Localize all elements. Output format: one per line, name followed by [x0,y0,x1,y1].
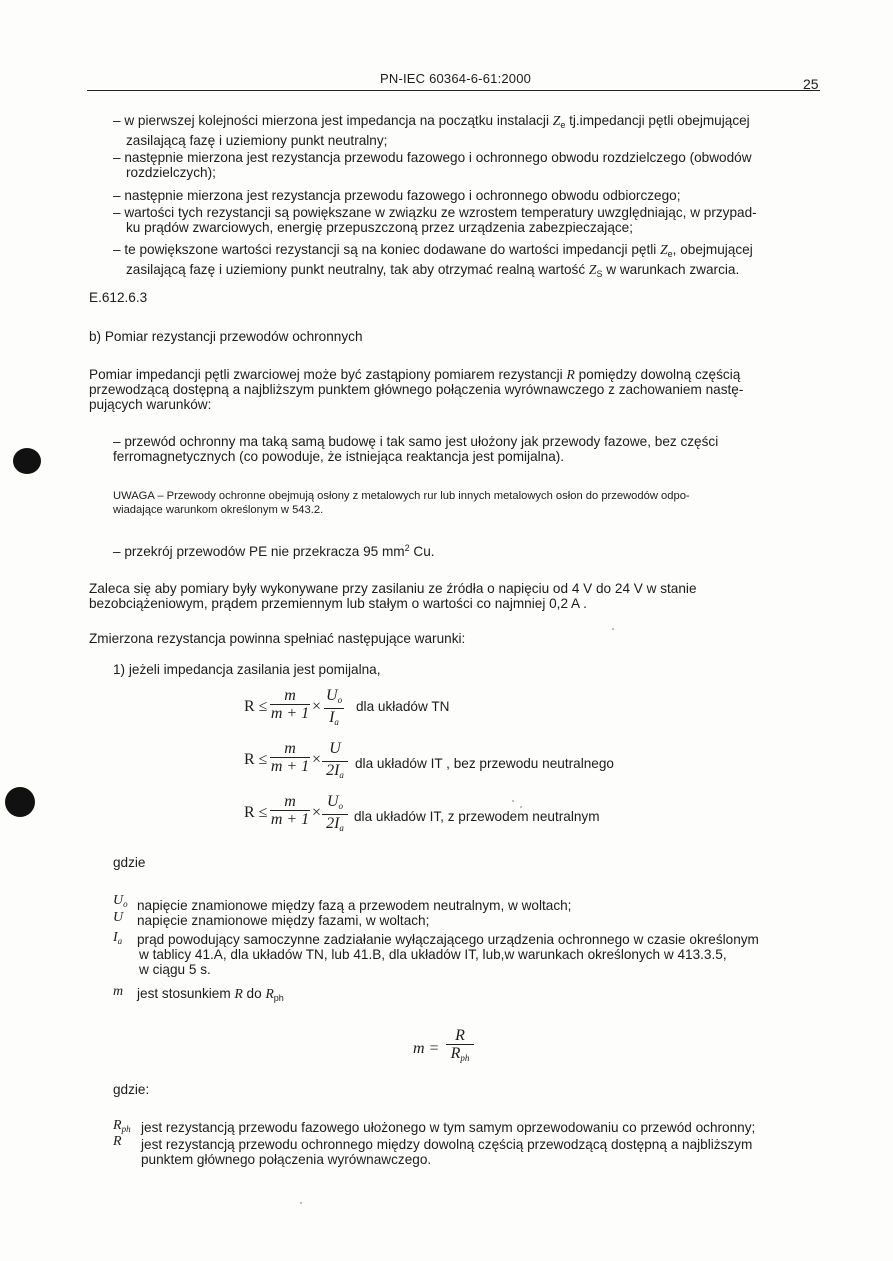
def-symbol-m: m [113,984,124,999]
formula-it-no-neutral: R ≤ $\frac{m}{m + 1}$ × $\frac{U}{2I_a}$ dla układów IT , bez przewodu neutralnego [244,740,614,780]
punch-hole-top [13,448,41,474]
paragraph-loop-impedance: Pomiar impedancji pętli zwarciowej może być zastąpiony pomiarem rezystancji R pomiędzy dowolną częścią przewodzącą dostępną a najbliższym punktem głównego połączenia wyrównawczego z zachowaniem nastę- pujących warunków: [89,367,744,412]
def-symbol-u: U [113,910,124,925]
scan-speck [520,806,522,808]
punch-hole-bottom [5,787,35,817]
condition-pe-cross-section: – przekrój przewodów PE nie przekracza 95 $mm^2$ Cu. [113,543,435,559]
paragraph-conditions-intro: Zmierzona rezystancja powinna spełniać następujące warunki: [89,631,466,646]
item-negligible-impedance: 1) jeżeli impedancja zasilania jest pomijalna, [113,662,381,677]
def-symbol-r: R [113,1134,122,1149]
scan-speck [300,1202,302,1204]
header-divider [87,90,820,91]
def-text-r: jest rezystancją przewodu ochronnego między dowolną częścią przewodzącą dostępną a najbliższym punktem głównego połączenia wyrównawczego. [141,1137,753,1167]
scan-speck [612,628,614,630]
intro-bullet-2: – następnie mierzona jest rezystancja przewodu fazowego i ochronnego obwodu rozdzielczego (obwodów rozdzielczych); [113,150,752,180]
intro-bullet-3: – następnie mierzona jest rezystancja przewodu fazowego i ochronnego obwodu odbiorczego; [113,188,681,203]
scan-speck [512,800,514,802]
where-label-1: gdzie [113,855,146,870]
def-symbol-uo: $U_o$ [113,893,128,909]
def-text-rph: jest rezystancją przewodu fazowego ułożonego w tym samym oprzewodowaniu co przewód ochronny; [141,1120,756,1135]
formula-m-ratio: m = R $R_{ph}$ [413,1028,493,1072]
def-text-m: jest stosunkiem R do $R_{ph}$ [137,986,284,1003]
def-text-uo: napięcie znamionowe między fazą a przewodem neutralnym, w woltach; [137,898,572,913]
intro-bullet-5: – te powiększone wartości rezystancji są na koniec dodawane do wartości impedancji pętli $Z_e$, obejmującej zasilającą fazę i uziemiony punkt neutralny, tak aby otrzymać realną wartość $Z_S$ w warunkach zwarcia. [113,242,753,279]
document-standard-number: PN-IEC 60364-6-61:2000 [380,71,532,86]
where-label-2: gdzie: [113,1082,150,1097]
paragraph-measurement-supply: Zaleca się aby pomiary były wykonywane przy zasilaniu ze źródła o napięciu od 4 V do 24 V w stanie bezobciążeniowym, prądem przemiennym lub stałym o wartości co najmniej 0,2 A . [89,581,697,611]
intro-bullet-1: – w pierwszej kolejności mierzona jest impedancja na początku instalacji $Z_e$ tj.impedancji pętli obejmującej zasilającą fazę i uziemiony punkt neutralny; [113,113,750,148]
def-text-ia: prąd powodujący samoczynne zadziałanie wyłączającego urządzenia ochronnego w czasie określonym w tablicy 41.A, dla układów TN, lub 41.B, dla układów IT, lub,w warunkach określonych w 413.3.5, w ciągu 5 s. [137,932,759,977]
page-number: 25 [803,76,819,92]
intro-bullet-4: – wartości tych rezystancji są powiększane w związku ze wzrostem temperatury uwzględniając, w przypad- ku prądów zwarciowych, energię przepuszczoną przez urządzenia zabezpieczające; [113,205,757,235]
section-number: E.612.6.3 [89,290,148,305]
def-symbol-rph: $R_{ph}$ [113,1118,131,1134]
def-text-u: napięcie znamionowe między fazami, w woltach; [137,913,430,928]
note-uwaga: UWAGA – Przewody ochronne obejmują osłony z metalowych rur lub innych metalowych osłon do przewodów odpo- wiadające warunkom określonym w 543.2. [113,490,690,516]
formula-it-with-neutral: R ≤ $\frac{m}{m + 1}$ × $\frac{U_o}{2I_a}$ dla układów IT, z przewodem neutralnym [244,793,600,833]
formula-tn: R ≤ $\frac{m}{m + 1}$ × $\frac{U_o}{I_a}$ dla układów TN [244,687,450,727]
def-symbol-ia: $I_a$ [113,930,123,946]
subsection-heading: b) Pomiar rezystancji przewodów ochronnych [89,329,363,344]
condition-same-construction: – przewód ochronny ma taką samą budowę i tak samo jest ułożony jak przewody fazowe, bez części ferromagnetycznych (co powoduje, że istniejąca reaktancja jest pomijalna). [113,434,719,464]
